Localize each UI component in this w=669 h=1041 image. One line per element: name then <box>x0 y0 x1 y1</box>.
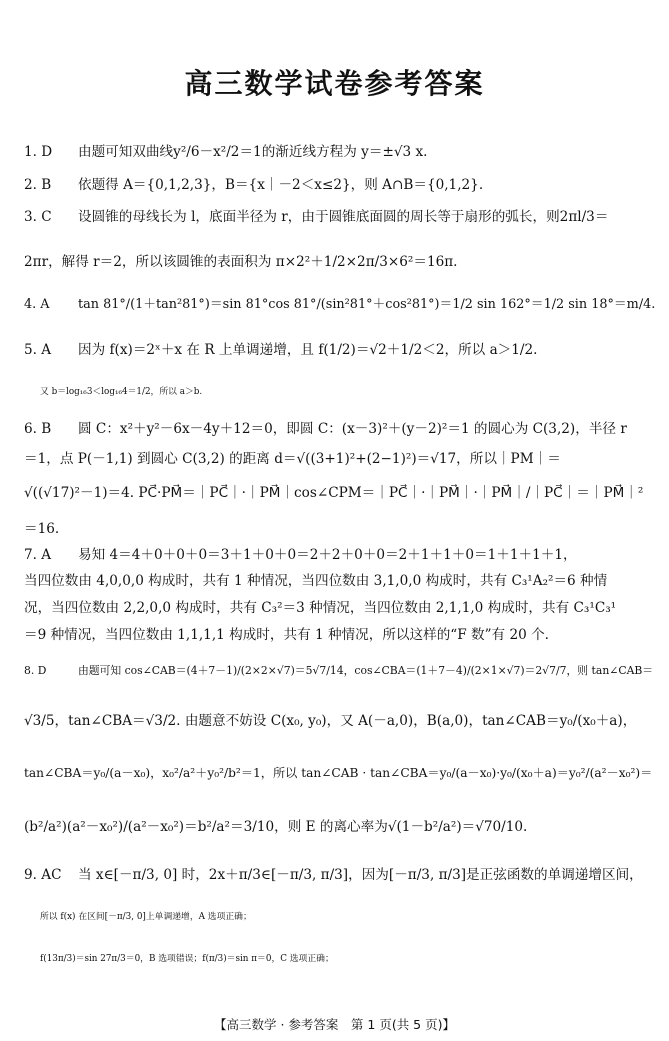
answer-line <box>24 712 650 730</box>
answer-text: √((√17)²－1)＝4. PC⃗·PM⃗＝｜PC⃗｜·｜PM⃗｜cos∠CPM＝｜PC⃗｜·｜PM⃗｜·｜PM⃗｜/｜PC⃗｜＝｜PM⃗｜² <box>24 485 644 501</box>
answer-line <box>24 818 650 836</box>
answer-text: 所以 f(x) 在区间[－π/3, 0]上单调递增，A 选项正确； <box>40 912 252 922</box>
answer-text: (b²/a²)(a²－x₀²)/(a²－x₀²)＝b²/a²＝3/10，则 E 的离心率为√(1－b²/a²)＝√70/10. <box>24 819 528 835</box>
answer-line <box>24 143 650 161</box>
answer-line <box>40 383 666 401</box>
answer-line <box>24 662 654 680</box>
answer-line <box>24 764 653 782</box>
answer-text: 况，当四位数由 2,2,0,0 构成时，共有 C₃²＝3 种情况，当四位数由 2,1,1,0 构成时，共有 C₃¹C₃¹ <box>24 600 617 616</box>
answer-text: 当 x∈[－π/3, 0] 时，2x＋π/3∈[－π/3, π/3]，因为[－π/3, π/3]是正弦函数的单调递增区间， <box>78 867 643 883</box>
answer-line <box>24 520 650 538</box>
answer-text: ＝1，点 P(－1,1) 到圆心 C(3,2) 的距离 d＝√((3+1)²+(2−1)²)＝√17，所以｜PM｜＝ <box>24 451 561 467</box>
answer-line <box>24 450 650 468</box>
question-number: 8. D <box>24 664 47 677</box>
answer-line <box>24 253 650 271</box>
answer-text: ＝16. <box>24 521 60 537</box>
answer-line <box>24 626 650 644</box>
answer-text: √3/5，tan∠CBA＝√3/2. 由题意不妨设 C(x₀, y₀)，又 A(－a,0)，B(a,0)，tan∠CAB＝y₀/(x₀＋a)， <box>24 713 637 729</box>
question-number: 2. B <box>24 177 52 193</box>
answer-line <box>40 950 666 968</box>
answer-text: 由题可知 cos∠CAB＝(4＋7－1)/(2×2×√7)＝5√7/14，cos∠CBA＝(1＋7－4)/(2×1×√7)＝2√7/7，则 tan∠CAB＝ <box>78 664 654 677</box>
question-number: 5. A <box>24 342 52 358</box>
question-number: 7. A <box>24 547 52 563</box>
answer-line <box>24 420 650 438</box>
answer-line <box>24 296 656 314</box>
question-number: 4. A <box>24 297 50 312</box>
question-number: 9. AC <box>24 867 62 883</box>
answer-text: 依题得 A＝{0,1,2,3}，B＝{x｜－2＜x≤2}，则 A∩B＝{0,1,2}. <box>78 177 484 193</box>
answer-text: ＝9 种情况，当四位数由 1,1,1,1 构成时，共有 1 种情况，所以这样的“F 数”有 20 个. <box>24 627 549 643</box>
answer-line <box>24 866 650 884</box>
question-number: 6. B <box>24 421 52 437</box>
answer-text: 由题可知双曲线y²/6－x²/2＝1的渐近线方程为 y＝±√3 x. <box>78 144 428 160</box>
answer-line <box>24 176 650 194</box>
question-number: 3. C <box>24 209 52 225</box>
answer-text: 因为 f(x)＝2ˣ＋x 在 R 上单调递增，且 f(1/2)＝√2＋1/2＜2，所以 a＞1/2. <box>78 342 538 358</box>
page-footer: 【高三数学 · 参考答案 第 1 页(共 5 页)】 <box>214 1017 455 1032</box>
answer-text: tan 81°/(1＋tan²81°)＝sin 81°cos 81°/(sin²81°＋cos²81°)＝1/2 sin 162°＝1/2 sin 18°＝m/4. <box>78 297 656 312</box>
answer-text: 设圆锥的母线长为 l，底面半径为 r，由于圆锥底面圆的周长等于扇形的弧长，则2πl/3＝ <box>78 209 609 225</box>
answer-text: 又 b＝log₁₆3＜log₁₆4＝1/2，所以 a＞b. <box>40 387 203 397</box>
answer-line <box>24 546 650 564</box>
answer-line <box>24 572 650 590</box>
answer-line <box>24 341 650 359</box>
answer-line <box>24 208 650 226</box>
answer-line <box>40 908 666 926</box>
question-number: 1. D <box>24 144 53 160</box>
answer-text: 2πr，解得 r＝2，所以该圆锥的表面积为 π×2²＋1/2×2π/3×6²＝16π. <box>24 254 458 270</box>
answer-line <box>24 484 650 502</box>
answer-text: f(13π/3)＝sin 27π/3＝0，B 选项错误；f(π/3)＝sin π＝0，C 选项正确； <box>40 954 334 964</box>
page-title: 高三数学试卷参考答案 <box>184 67 485 100</box>
answer-text: 易知 4＝4＋0＋0＋0＝3＋1＋0＋0＝2＋2＋0＋0＝2＋1＋1＋0＝1＋1＋1＋1， <box>78 547 577 563</box>
answer-text: 圆 C：x²＋y²－6x－4y＋12＝0，即圆 C：(x－3)²＋(y－2)²＝1 的圆心为 C(3,2)，半径 r <box>78 421 627 437</box>
answer-line <box>24 599 650 617</box>
answer-text: tan∠CBA＝y₀/(a－x₀)，x₀²/a²＋y₀²/b²＝1，所以 tan∠CAB · tan∠CBA＝y₀/(a－x₀)·y₀/(x₀＋a)＝y₀²/(a²－x₀²)＝ <box>24 766 653 780</box>
answer-text: 当四位数由 4,0,0,0 构成时，共有 1 种情况，当四位数由 3,1,0,0 构成时，共有 C₃¹A₂²＝6 种情 <box>24 573 608 589</box>
